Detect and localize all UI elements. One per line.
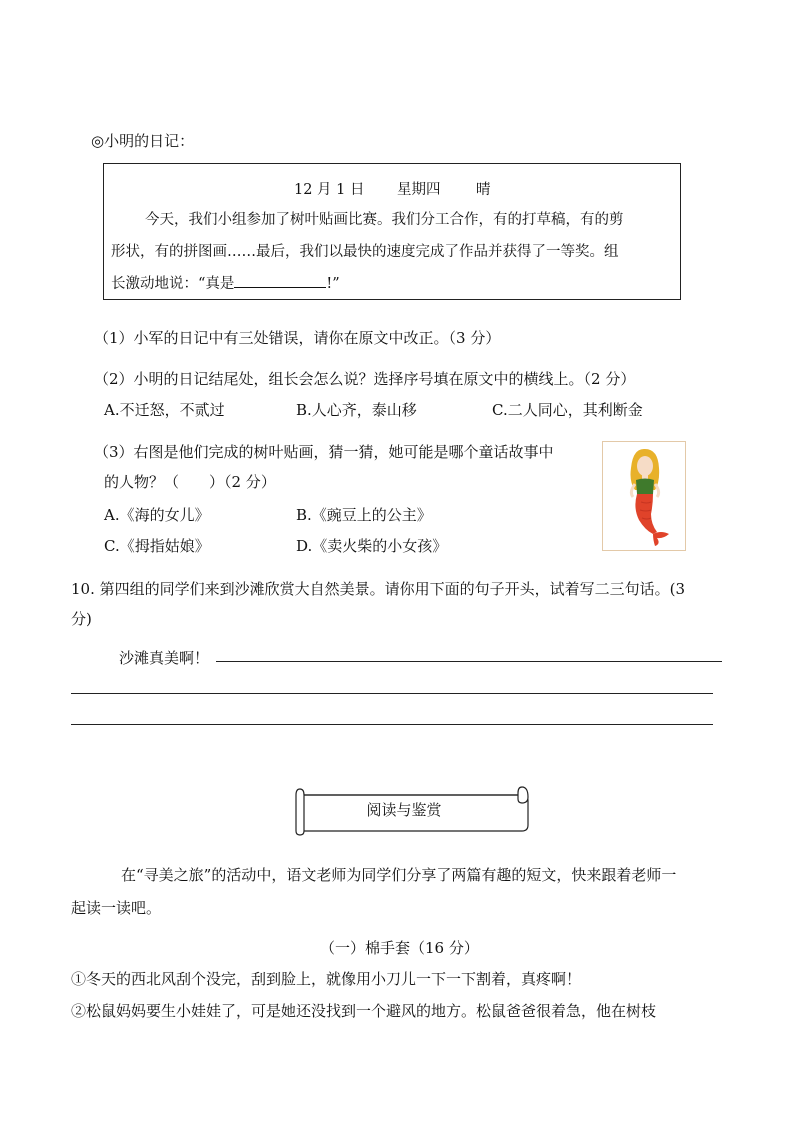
question-10-line-2: 分) bbox=[71, 610, 92, 628]
paragraph-2: ②松鼠妈妈要生小娃娃了，可是她还没找到一个避风的地方。松鼠爸爸很着急，他在树枝 bbox=[71, 1002, 657, 1020]
q3-option-d: D.《卖火柴的小女孩》 bbox=[296, 537, 448, 555]
diary-date: 12 月 1 日 bbox=[294, 182, 365, 198]
q2-option-a: A.不迁怒，不贰过 bbox=[104, 401, 225, 419]
diary-line-1: 今天，我们小组参加了树叶贴画比赛。我们分工合作，有的打草稿，有的剪 bbox=[145, 212, 624, 228]
q10-sentence-start: 沙滩真美啊！ bbox=[119, 649, 210, 667]
question-3-line-2: 的人物？（ ）（2 分） bbox=[104, 473, 276, 491]
diary-heading: ◎小明的日记： bbox=[91, 132, 195, 150]
q3-option-c: C.《拇指姑娘》 bbox=[104, 537, 210, 555]
diary-line-3-prefix: 长激动地说：“真是 bbox=[111, 276, 235, 292]
diary-weekday: 星期四 bbox=[397, 182, 441, 198]
question-2: （2）小明的日记结尾处，组长会怎么说？选择序号填在原文中的横线上。（2 分） bbox=[94, 370, 636, 388]
diary-line-3-suffix: !” bbox=[326, 276, 340, 292]
answer-line-2[interactable] bbox=[71, 693, 713, 694]
intro-line-1: 在“寻美之旅”的活动中，语文老师为同学们分享了两篇有趣的短文，快来跟着老师一 bbox=[121, 866, 677, 884]
q2-option-b: B.人心齐，泰山移 bbox=[296, 401, 417, 419]
passage-title: （一）棉手套（16 分） bbox=[320, 939, 479, 957]
q3-option-b: B.《豌豆上的公主》 bbox=[296, 506, 432, 524]
answer-line-1[interactable] bbox=[216, 661, 722, 662]
mermaid-icon bbox=[603, 442, 685, 550]
q2-option-c: C.二人同心，其利断金 bbox=[492, 401, 643, 419]
section-banner-title: 阅读与鉴赏 bbox=[366, 801, 442, 819]
paragraph-1: ①冬天的西北风刮个没完，刮到脸上，就像用小刀儿一下一下割着，真疼啊！ bbox=[71, 970, 582, 988]
answer-blank[interactable] bbox=[234, 273, 326, 288]
q3-option-a: A.《海的女儿》 bbox=[104, 506, 210, 524]
diary-weather: 晴 bbox=[476, 182, 491, 198]
answer-line-3[interactable] bbox=[71, 724, 713, 725]
intro-line-2: 起读一读吧。 bbox=[71, 899, 162, 917]
question-1: （1）小军的日记中有三处错误，请你在原文中改正。（3 分） bbox=[94, 329, 501, 347]
mermaid-leaf-collage-image bbox=[602, 441, 686, 551]
question-3-line-1: （3）右图是他们完成的树叶贴画，猜一猜，她可能是哪个童话故事中 bbox=[94, 443, 554, 461]
diary-line-3 bbox=[111, 272, 340, 293]
diary-line-2: 形状，有的拼图画……最后，我们以最快的速度完成了作品并获得了一等奖。组 bbox=[111, 244, 619, 260]
question-10-line-1: 10. 第四组的同学们来到沙滩欣赏大自然美景。请你用下面的句子开头，试着写二三句话。(3 bbox=[71, 580, 686, 598]
